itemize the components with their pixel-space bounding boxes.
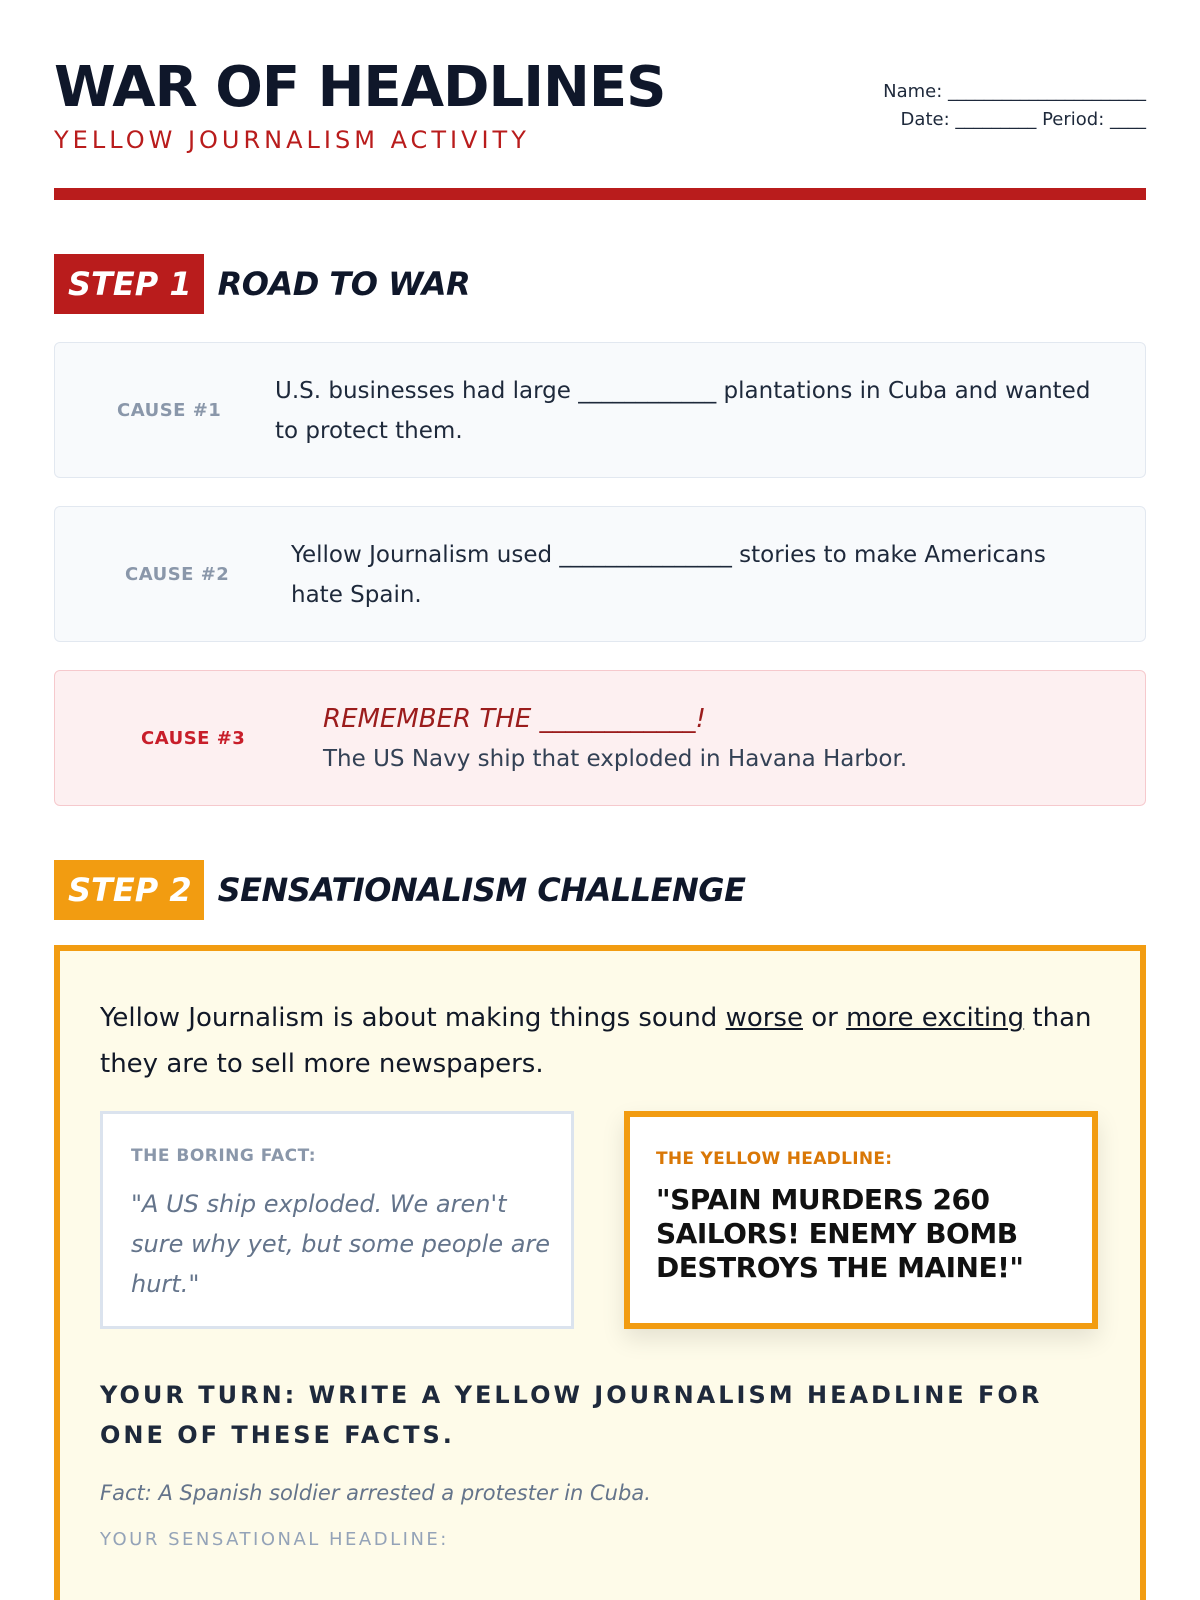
intro-emphasis-worse: worse	[725, 1003, 803, 1033]
cause-label: CAUSE #3	[141, 727, 246, 749]
yellow-headline-label: THE YELLOW HEADLINE:	[656, 1149, 893, 1169]
cause-title[interactable]: REMEMBER THE ____________!	[323, 704, 706, 734]
intro-part: Yellow Journalism is about making things sound	[100, 1003, 726, 1033]
step-1-heading	[54, 254, 470, 314]
intro-emphasis-exciting: more exciting	[846, 1003, 1025, 1033]
page-title: WAR OF HEADLINES	[54, 55, 666, 120]
step-2-title: SENSATIONALISM CHALLENGE	[217, 871, 746, 909]
your-turn-prompt: YOUR TURN: WRITE A YELLOW JOURNALISM HEADLINE FOR ONE OF THESE FACTS.	[100, 1381, 1043, 1449]
yellow-headline-text: "SPAIN MURDERS 260 SAILORS! ENEMY BOMB DESTROYS THE MAINE!"	[656, 1183, 1024, 1284]
page-subtitle: YELLOW JOURNALISM ACTIVITY	[54, 126, 530, 154]
step-2-badge: STEP 2	[54, 860, 204, 920]
header-divider	[54, 188, 1146, 200]
yellow-headline-card	[624, 1111, 1098, 1329]
cause-card-3	[54, 670, 1146, 806]
cause-label: CAUSE #1	[117, 399, 222, 421]
cause-text[interactable]: Yellow Journalism used _______________ stories to make Americans hate Spain.	[291, 542, 1046, 608]
intro-text	[100, 995, 1110, 1087]
step-2-heading	[54, 860, 745, 920]
your-headline-label[interactable]: YOUR SENSATIONAL HEADLINE:	[100, 1529, 449, 1550]
cause-text[interactable]: U.S. businesses had large ____________ plantations in Cuba and wanted to protect them.	[275, 378, 1091, 444]
cause-card-1	[54, 342, 1146, 478]
boring-fact-label: THE BORING FACT:	[131, 1146, 317, 1166]
cause-label: CAUSE #2	[125, 563, 230, 585]
step-1-badge: STEP 1	[54, 254, 204, 314]
cause-text: The US Navy ship that exploded in Havana Harbor.	[323, 746, 908, 772]
worksheet-header	[54, 55, 1146, 154]
boring-fact-quote: "A US ship exploded. We aren't sure why yet, but some people are hurt."	[131, 1190, 551, 1298]
fact-prompt: Fact: A Spanish soldier arrested a protester in Cuba.	[100, 1481, 651, 1505]
student-info	[883, 78, 1146, 134]
step-1-title: ROAD TO WAR	[217, 265, 471, 303]
intro-part: or	[802, 1003, 847, 1033]
name-field[interactable]: Name: ______________________	[883, 81, 1146, 102]
sensationalism-panel	[54, 945, 1146, 1600]
intro-part: than they are to sell more newspapers.	[100, 1003, 1092, 1079]
date-period-field[interactable]: Date: _________ Period: ____	[900, 109, 1146, 130]
boring-fact-card	[100, 1111, 574, 1329]
cause-card-2	[54, 506, 1146, 642]
